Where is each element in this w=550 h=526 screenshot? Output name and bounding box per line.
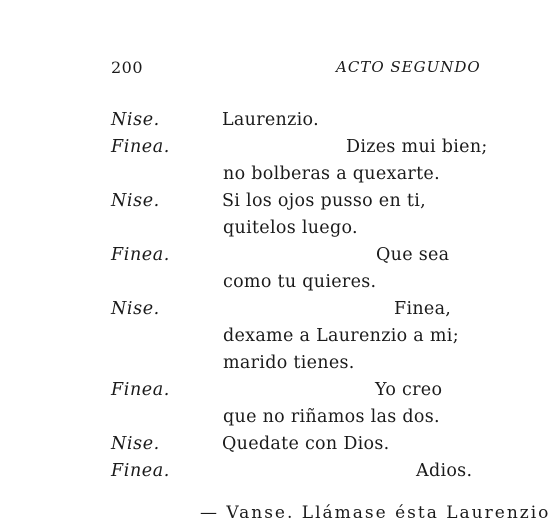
verse-text: que no riñamos las dos. xyxy=(223,407,440,427)
speaker-label: Nise. xyxy=(111,110,160,130)
verse-text: Quedate con Dios. xyxy=(222,434,390,454)
verse-text: no bolberas a quexarte. xyxy=(223,164,440,184)
speaker-label: Finea. xyxy=(111,137,170,157)
cut-off-stage-direction xyxy=(0,500,550,526)
verse-line xyxy=(0,134,512,160)
verse-line xyxy=(0,404,512,430)
verse-text: dexame a Laurenzio a mi; xyxy=(223,326,459,346)
verse-text: Si los ojos pusso en ti, xyxy=(222,191,426,211)
verse-text: Dizes mui bien; xyxy=(346,137,488,157)
verse-text: Yo creo xyxy=(375,380,443,400)
speaker-label: Nise. xyxy=(111,191,160,211)
verse-line xyxy=(0,296,512,322)
verse-line xyxy=(0,161,512,187)
verse-text: Finea, xyxy=(394,299,452,319)
verse-text: marido tienes. xyxy=(223,353,355,373)
verse-text: Laurenzio. xyxy=(222,110,319,130)
speaker-label: Finea. xyxy=(111,461,170,481)
speaker-label: Nise. xyxy=(111,299,160,319)
verse-text: Adios. xyxy=(416,461,473,481)
verse-line xyxy=(0,188,512,214)
verse-line xyxy=(0,269,512,295)
verse-line xyxy=(0,323,512,349)
verse-text: Que sea xyxy=(376,245,450,265)
verse-line xyxy=(0,107,512,133)
speaker-label: Nise. xyxy=(111,434,160,454)
verse-text: como tu quieres. xyxy=(223,272,377,292)
running-head: ACTO SEGUNDO xyxy=(336,58,481,76)
verse-line xyxy=(0,458,512,484)
speaker-label: Finea. xyxy=(111,245,170,265)
verse-line xyxy=(0,242,512,268)
verse-line xyxy=(0,431,512,457)
verse-line xyxy=(0,215,512,241)
speaker-label: Finea. xyxy=(111,380,170,400)
verse-line xyxy=(0,377,512,403)
verse-text: quitelos luego. xyxy=(223,218,358,238)
cut-off-text: — Vanse. Llámase ésta Laurenzio xyxy=(200,503,550,523)
verse-line xyxy=(0,350,512,376)
page-number: 200 xyxy=(111,58,144,77)
